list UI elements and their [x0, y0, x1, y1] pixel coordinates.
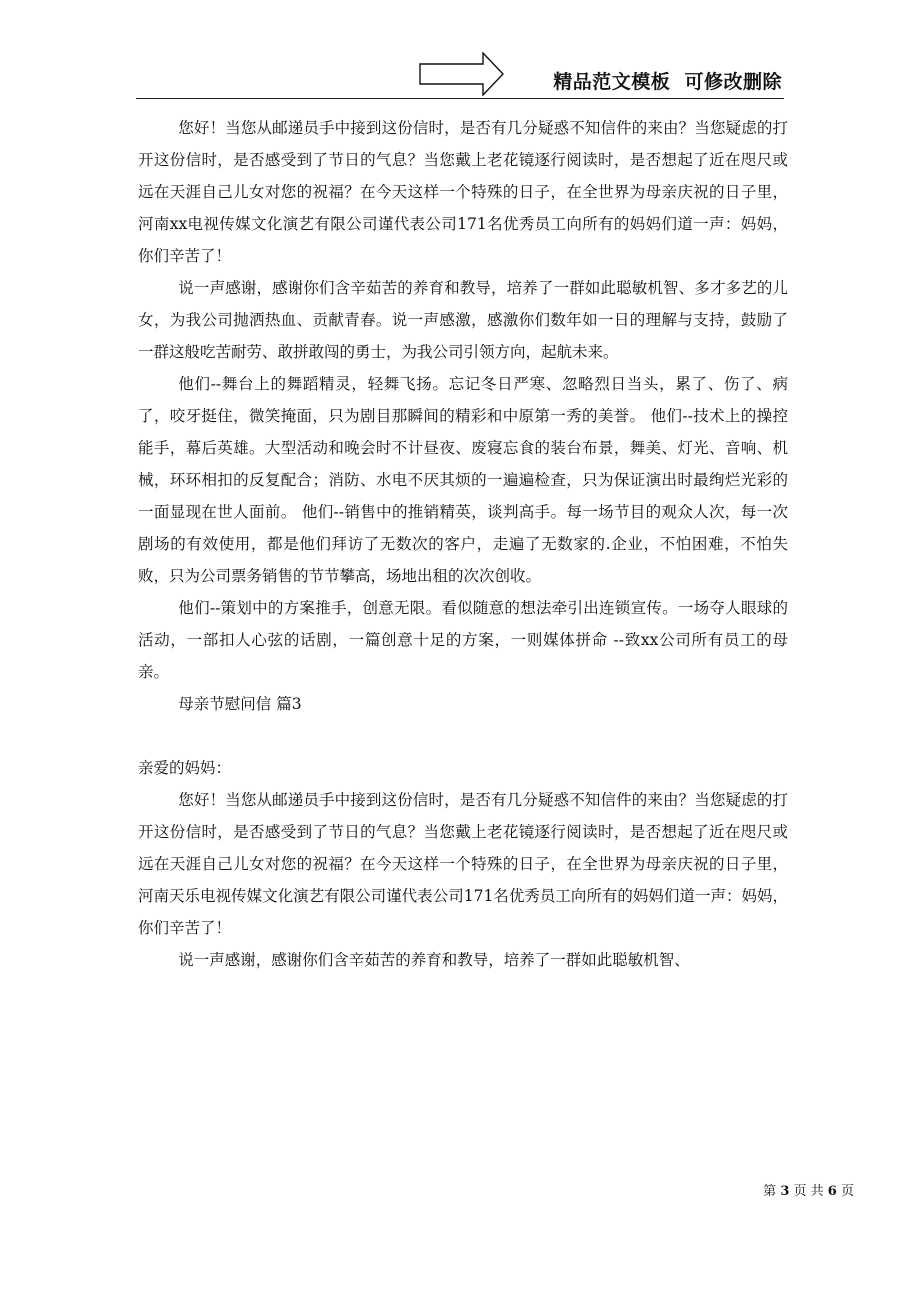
total-pages-number: 6: [827, 1184, 837, 1199]
page-header: [136, 50, 784, 99]
salutation: 亲爱的妈妈：: [138, 759, 232, 777]
paragraph-6: 说一声感谢，感谢你们含辛茹苦的养育和教导，培养了一群如此聪敏机智、: [178, 951, 690, 969]
footer-suffix: 页: [840, 1184, 854, 1199]
paragraph-1: 您好！当您从邮递员手中接到这份信时，是否有几分疑惑不知信件的来由？当您疑虑的打开这份信时，是否感受到了节日的气息？当您戴上老花镜逐行阅读时，是否想起了近在咫尺或远在天涯自己儿女对您的祝福？在今天这样一个特殊的日子，在全世界为母亲庆祝的日子里，河南xx电视传媒文化演艺有限公司谨代表公司171名优秀员工向所有的妈妈们道一声：妈妈，你们辛苦了！: [138, 119, 788, 265]
blank-line: [138, 720, 788, 752]
right-arrow-icon: [419, 52, 505, 100]
current-page-number: 3: [780, 1184, 790, 1199]
paragraph-4: 他们--策划中的方案推手，创意无限。看似随意的想法牵引出连锁宣传。一场夺人眼球的活动，一部扣人心弦的话剧，一篇创意十足的方案，一则媒体拼命 --致xx公司所有员工的母亲。: [138, 599, 788, 681]
document-body: [138, 112, 788, 976]
paragraph-2: 说一声感谢，感谢你们含辛茹苦的养育和教导，培养了一群如此聪敏机智、多才多艺的儿女，为我公司抛洒热血、贡献青春。说一声感激，感激你们数年如一日的理解与支持，鼓励了一群这般吃苦耐劳、敢拼敢闯的勇士，为我公司引领方向，起航未来。: [138, 279, 788, 361]
footer-middle: 页 共: [793, 1184, 824, 1199]
paragraph-3: 他们--舞台上的舞蹈精灵，轻舞飞扬。忘记冬日严寒、忽略烈日当头，累了、伤了、病了，咬牙挺住，微笑掩面，只为剧目那瞬间的精彩和中原第一秀的美誉。 他们--技术上的操控能手，幕后英雄。大型活动和晚会时不计昼夜、废寝忘食的装台布景，舞美、灯光、音响、机械，环环相扣的反复配合；消防、水电不厌其烦的一遍遍检查，只为保证演出时最绚烂光彩的一面显现在世人面前。 他们--销售中的推销精英，谈判高手。每一场节目的观众人次，每一次剧场的有效使用，都是他们拜访了无数次的客户，走遍了无数家的.企业，不怕困难，不怕失败，只为公司票务销售的节节攀高，场地出租的次次创收。: [138, 375, 788, 585]
page-footer: [763, 1180, 854, 1199]
paragraph-5: 您好！当您从邮递员手中接到这份信时，是否有几分疑惑不知信件的来由？当您疑虑的打开这份信时，是否感受到了节日的气息？当您戴上老花镜逐行阅读时，是否想起了近在咫尺或远在天涯自己儿女对您的祝福？在今天这样一个特殊的日子，在全世界为母亲庆祝的日子里，河南天乐电视传媒文化演艺有限公司谨代表公司171名优秀员工向所有的妈妈们道一声：妈妈，你们辛苦了！: [138, 791, 788, 937]
header-title: 精品范文模板 可修改删除: [553, 71, 782, 93]
section-heading: 母亲节慰问信 篇3: [178, 695, 302, 713]
footer-prefix: 第: [763, 1184, 777, 1199]
